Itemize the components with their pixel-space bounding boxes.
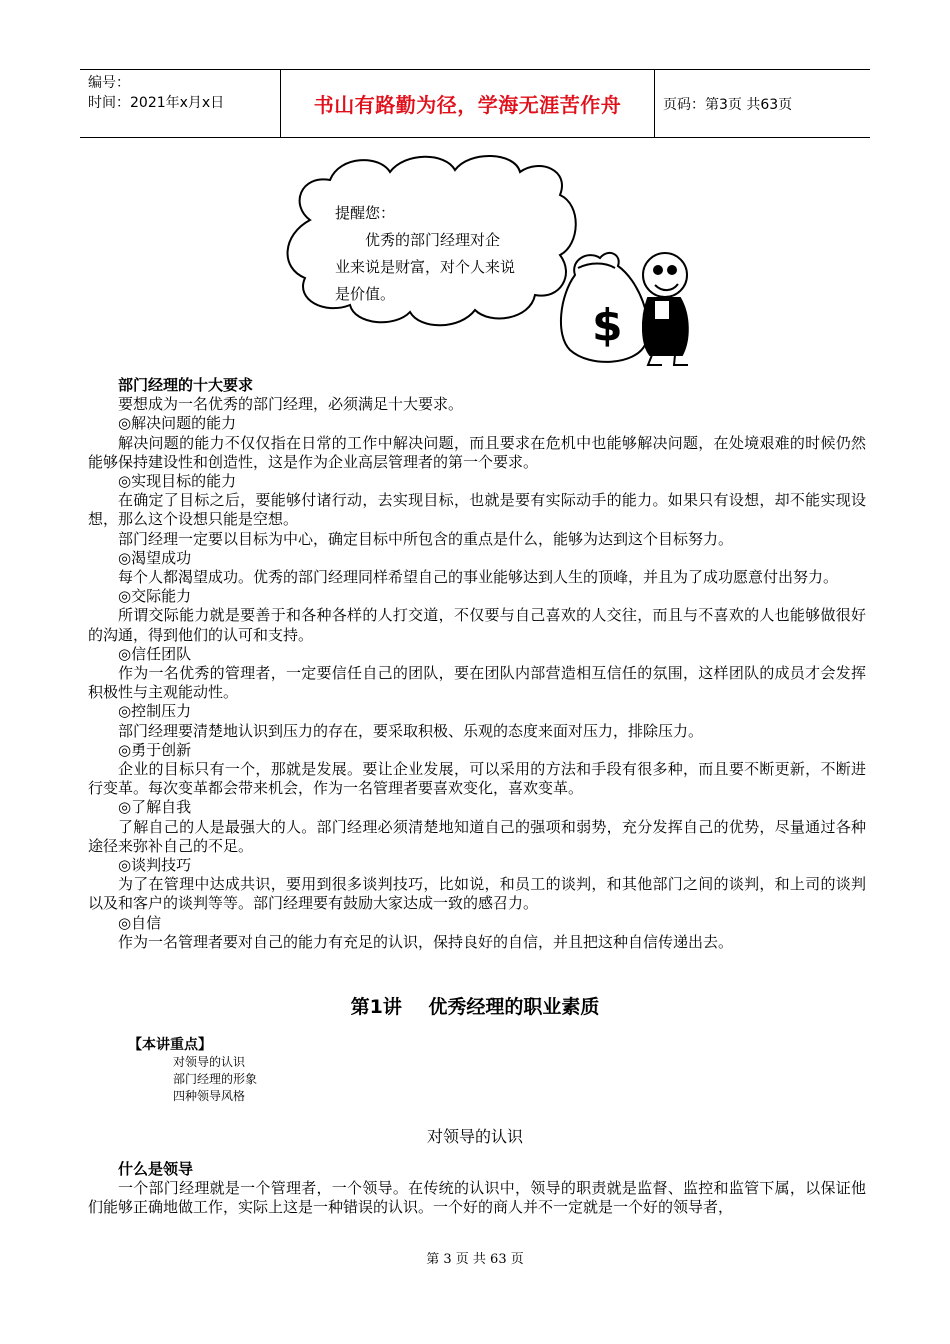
key-points-title: 【本讲重点】 <box>128 1037 212 1053</box>
cartoon-man-icon <box>643 253 688 365</box>
section-what-is-leadership <box>88 1160 866 1218</box>
number-label: 编号： <box>88 75 130 91</box>
page-footer: 第 3 页 共 63 页 <box>426 1252 524 1267</box>
item-heading: ◎控制压力 <box>118 702 192 721</box>
key-point-item: 对领导的认识 <box>173 1055 246 1069</box>
paragraph: 每个人都渴望成功。优秀的部门经理同样希望自己的事业能够达到人生的顶峰，并且为了成功愿意付出努力。 <box>118 568 839 587</box>
subheading: 对领导的认识 <box>426 1127 523 1146</box>
section-title: 部门经理的十大要求 <box>118 376 254 394</box>
key-point-item: 四种领导风格 <box>173 1089 246 1103</box>
reminder-label: 提醒您： <box>335 204 396 222</box>
item-heading: ◎了解自我 <box>118 798 192 817</box>
header-motto: 书山有路勤为径，学海无涯苦作舟 <box>281 70 655 137</box>
section-title: 什么是领导 <box>118 1160 194 1178</box>
item-heading: ◎解决问题的能力 <box>118 414 237 433</box>
money-bag-icon <box>561 253 648 362</box>
page-header <box>80 69 870 138</box>
item-heading: ◎实现目标的能力 <box>118 472 237 491</box>
item-heading: ◎自信 <box>118 913 162 932</box>
lecture-title: 第1讲 优秀经理的职业素质 <box>350 996 600 1018</box>
paragraph: 在确定了目标之后，要能够付诸行动，去实现目标，也就是要有实际动手的能力。如果只有设想，却不能实现设想，那么这个设想只能是空想。 <box>88 491 866 529</box>
header-page-info: 页码：第3页 共63页 <box>663 96 793 113</box>
paragraph: 要想成为一名优秀的部门经理，必须满足十大要求。 <box>118 395 464 414</box>
time-label: 时间：2021年x月x日 <box>88 95 225 111</box>
paragraph: 作为一名管理者要对自己的能力有充足的认识，保持良好的自信，并且把这种自信传递出去。 <box>118 932 734 951</box>
key-point-item: 部门经理的形象 <box>173 1072 258 1086</box>
paragraph: 部门经理一定要以目标为中心，确定目标中所包含的重点是什么，能够为达到这个目标努力。 <box>118 529 734 548</box>
paragraph: 了解自己的人是最强大的人。部门经理必须清楚地知道自己的强项和弱势，充分发挥自己的优势，尽量通过各种途径来弥补自己的不足。 <box>88 817 866 855</box>
paragraph: 作为一名优秀的管理者，一定要信任自己的团队，要在团队内部营造相互信任的氛围，这样团队的成员才会发挥积极性与主观能动性。 <box>88 664 866 702</box>
paragraph: 解决问题的能力不仅仅指在日常的工作中解决问题，而且要求在危机中也能够解决问题，在处境艰难的时候仍然能够保持建设性和创造性，这是作为企业高层管理者的第一个要求。 <box>88 433 866 471</box>
section-ten-requirements <box>88 376 866 952</box>
reminder-line: 业来说是财富，对个人来说 <box>335 258 516 276</box>
reminder-line: 是价值。 <box>335 285 396 303</box>
paragraph: 一个部门经理就是一个管理者，一个领导。在传统的认识中，领导的职责就是监督、监控和监管下属，以保证他们能够正确地做工作，实际上这是一种错误的认识。一个好的商人并不一定就是一个好的领导者， <box>88 1179 866 1217</box>
paragraph: 所谓交际能力就是要善于和各种各样的人打交道，不仅要与自己喜欢的人交往，而且与不喜欢的人也能够做很好的沟通，得到他们的认可和支持。 <box>88 606 866 644</box>
item-heading: ◎渴望成功 <box>118 548 192 567</box>
key-points <box>128 1036 257 1105</box>
reminder-line: 优秀的部门经理对企 <box>365 231 501 249</box>
item-heading: ◎信任团队 <box>118 644 192 663</box>
reminder-text <box>335 200 550 308</box>
item-heading: ◎交际能力 <box>118 587 192 606</box>
header-meta <box>80 70 281 137</box>
item-heading: ◎勇于创新 <box>118 740 192 759</box>
svg-text:$: $ <box>592 300 623 351</box>
paragraph: 企业的目标只有一个，那就是发展。要让企业发展，可以采用的方法和手段有很多种，而且要不断更新，不断进行变革。每次变革都会带来机会，作为一名管理者要喜欢变化，喜欢变革。 <box>88 760 866 798</box>
item-heading: ◎谈判技巧 <box>118 856 192 875</box>
paragraph: 部门经理要清楚地认识到压力的存在，要采取积极、乐观的态度来面对压力，排除压力。 <box>118 721 704 740</box>
paragraph: 为了在管理中达成共识，要用到很多谈判技巧，比如说，和员工的谈判，和其他部门之间的谈判，和上司的谈判以及和客户的谈判等等。部门经理要有鼓励大家达成一致的感召力。 <box>88 875 866 913</box>
